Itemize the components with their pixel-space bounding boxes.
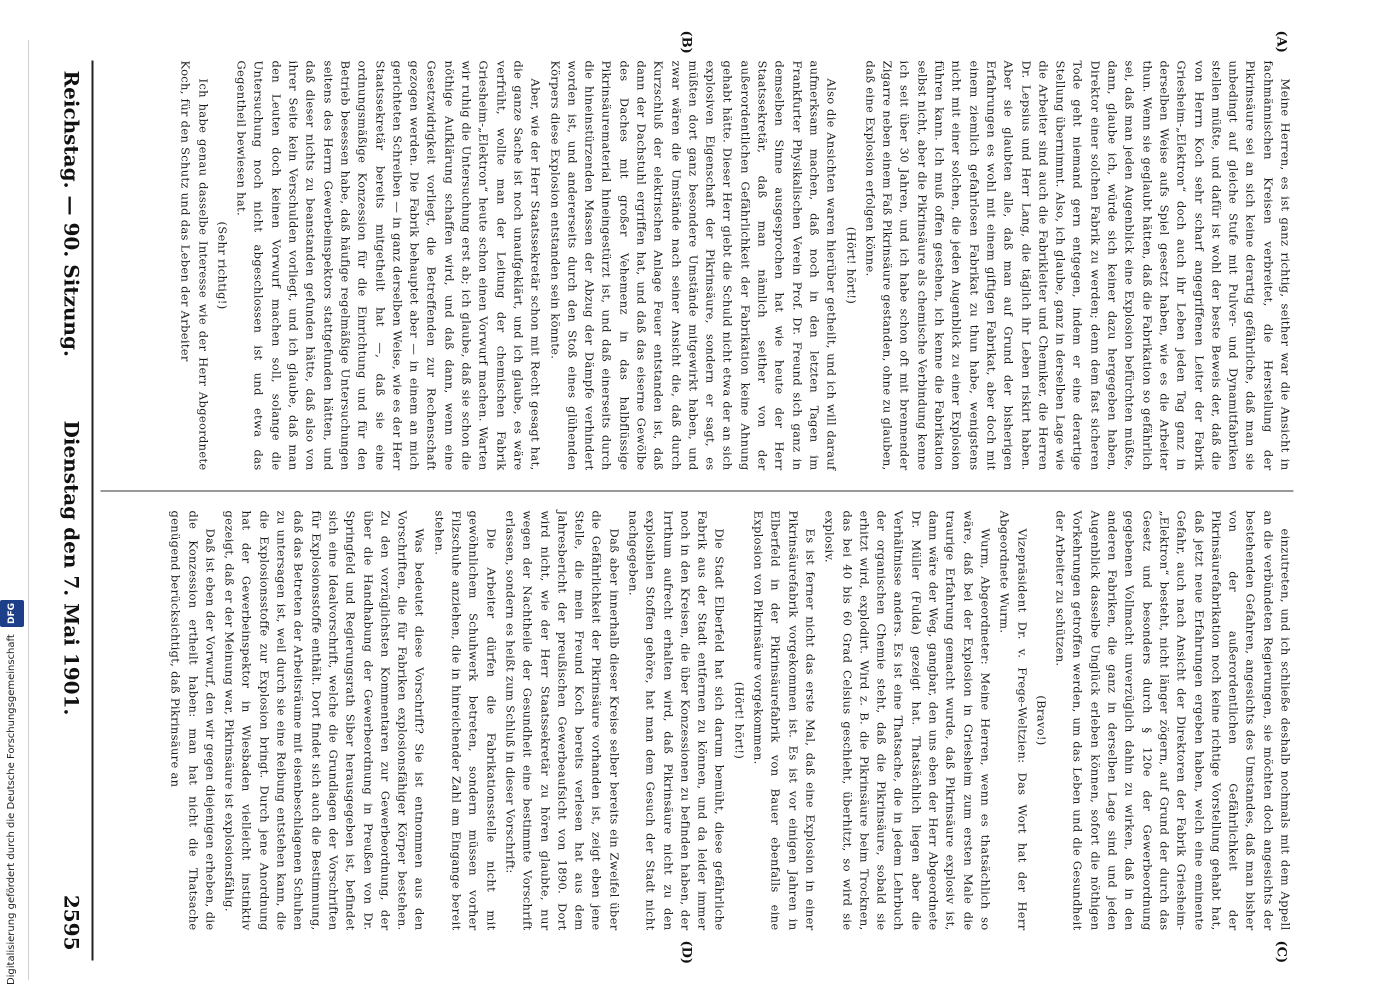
interjection: (Bravo!) [1033,694,1048,746]
paragraph: Was bedeutet diese Vorschrift? Sie ist entnommen aus den Vorschriften, die für Fabriken explosionsfähiger Körper bestehen. Zu den vorzüglichsten Kommentaren zur Gewerbeordnung, der über die Handhabung der Gewerbeordnung in Preußen von Dr. Springfeld und Regierungsrath Siber herausgegeben ist, befindet sich eine Idealvorschrift, welche die Grundlagen der Vorschriften für Explosionsstoffe enthält. Dort findet sich auch die Bestimmung, daß das Betreten der Arbeitsräume mit eisenbeschlagenen Schuhen zu untersagen ist, weil durch sie eine Reibung entstehen kann, die die Explosionsstoffe zur Explosion bringt. Durch jene Anordnung hat der Gewerbeinspektor in Wiesbaden vielleicht instinktiv gezeigt, daß er der Meinung war, Pikrinsäure ist explosionsfähig. [222,510,427,930]
paragraph: Also die Ansichten waren hierüber getheilt, und ich will darauf aufmerksam machen, daß noch in den letzten Tagen im Frankfurter Physikalischen Verein Prof. Dr. Freund sich ganz in demselben Sinne ausgesprochen hat wie heute der Herr Staatssekretär, daß man nämlich seither von der außerordentlichen Gefährlichkeit der Fabrikation keine Ahnung gehabt hätte. Dieser Herr giebt die Schuld nicht etwa der an sich explosiven Eigenschaft der Pikrinsäure, sondern er sagt, es müßten dort ganz besondere Umstände mitgewirkt haben, und zwar wären die Umstände nach seiner Ansicht die, daß durch Kurzschluß der elektrischen Anlage Feuer entstanden ist, daß dann der Dachstuhl ergriffen hat, und daß das eiserne Gewölbe des Daches mit großer Vehemenz in das halbflüssige Pikrinsäurematerial hineingestürzt ist, und daß einerseits durch die hineinstürzenden Massen der Abzug der Dämpfe verhindert worden ist, und andererseits durch den Stoß eines glühenden Körpers diese Explosion entstanden sein könnte. [547,60,839,470]
left-column [100,60,1293,470]
column-divider [100,490,1293,491]
header-session: Reichstag. — 90. Sitzung. [59,70,83,357]
paragraph: Die Stadt Elberfeld hat sich darum bemüht, diese gefährliche Fabrik aus der Stadt entfernen zu können, und da leider immer noch in den Kreisen, die über Konzessionen zu befinden haben, der Irrthum aufrecht erhalten wird, daß Pikrinsäure nicht zu den explosiblen Stoffen gehöre, hat man dem Gesuch der Stadt nicht nachgegeben. [626,510,727,930]
quotation: Die Arbeiter dürfen die Fabrikationsstelle nicht mit gewöhnlichem Schuhwerk betreten, sondern müssen vorher Filzschuhe anziehen, die in hinreichender Zahl am Eingange bereit stehen. [431,510,498,930]
interjection: (Hört! hört!) [731,681,746,759]
paragraph: Es ist ferner nicht das erste Mal, daß eine Explosion in einer Pikrinsäurefabrik vorgekommen ist. Es ist vor einigen Jahren in Elberfeld in der Pikrinsäurefabrik von Bauer ebenfalls eine Explosion von Pikrinsäure vorgekommen. [751,510,817,930]
page-header [53,40,83,960]
paragraph: Ich habe genau dasselbe Interesse wie der Herr Abgeordnete Koch, für den Schutz und das Leben der Arbeiter [178,60,210,470]
funding-text: Digitalisierung gefördert durch die Deutsche Forschungsgemeinschaft [6,634,17,986]
header-date: Dienstag den 7. Mai 1901. [59,420,83,715]
margin-mark-a: (A) [1273,30,1288,53]
margin-mark-b: (B) [678,30,693,54]
paragraph: Meine Herren, es ist ganz richtig, seither war die Ansicht in fachmännischen Kreisen verbreitet, die Herstellung der Pikrinsäure sei an sich keine derartig gefährliche, daß man sie unbedingt auf gleiche Stufe mit Pulver- und Dynamitfabriken stellen müßte, und dafür ist wohl der beste Beweis der, daß die von Herrn Koch sehr scharf angegriffenen Leiter der Fabrik Griesheim-„Elektron“ doch auch ihr Leben jeden Tag ganz in derselben Weise aufs Spiel gesetzt haben, wie es die Arbeiter thun. Wenn sie geglaubt hätten, daß die Fabrikation so gefährlich sei, daß man jeden Augenblick eine Explosion befürchten müßte, dann, glaube ich, würde sich keiner dazu hergegeben haben, Direktor einer solchen Fabrik zu werden; denn dem fast sicheren Tode geht niemand gern entgegen, indem er eine derartige Stellung übernimmt. Also, ich glaube, ganz in derselben Lage wie die Arbeiter sind auch die Fabrikleiter und Chemiker, die Herren Dr. Lepsius und Herr Lang, die täglich ihr Leben riskirt haben. Aber sie glaubten alle, daß man auf Grund der bisherigen Erfahrungen es wohl mit einem giftigen Fabrikat, aber doch mit einem ziemlich gefahrlosen Fabrikat zu thun habe, wenigstens nicht mit einer solchen, die jeden Augenblick zu einer Explosion führen kann. Ich muß offen gestehen, ich kenne die Fabrikation selbst nicht, aber die Pikrinsäure als chemische Verbindung kenne ich seit über 30 Jahren, und ich habe schon oft mit brennender Zigarre neben einem Faß Pikrinsäure gestanden, ohne zu glauben, daß eine Explosion erfolgen könne. [862,60,1292,470]
right-column [100,510,1293,930]
paragraph: Daß aber innerhalb dieser Kreise selber bereits ein Zweifel über die Gefährlichkeit der Pikrinsäure vorhanden ist, zeigt eben jene Stelle, die mein Freund Koch bereits verlesen hat aus dem Jahresbericht der preußischen Gewerbeaufsicht von 1890. Dort wird nicht, wie der Herr Staatssekretär zu hören glaubte, nur wegen der Nachtheile der Gesundheit eine bestimmte Vorschrift erlassen, sondern es heißt zum Schluß in dieser Vorschrift: [502,510,621,930]
dfg-logo: DFG [0,600,24,627]
paragraph: Wurm, Abgeordneter: Meine Herren, wenn es thatsächlich so wäre, daß bei der Explosion in Griesheim zum ersten Male die traurige Erfahrung gemacht wurde, daß Pikrinsäure explosiv ist, dann wäre der Weg, gangbar, den uns eben der Herr Abgeordnete Dr. Müller (Fulda) gezeigt hat. Thatsächlich liegen aber die Verhältnisse anders. Es ist eine Thatsache, die in jedem Lehrbuch der organischen Chemie steht, daß die Pikrinsäure, sobald sie erhitzt wird, explodirt. Wird z. B. die Pikrinsäure beim Trocknen, das bei 40 bis 60 Grad Celsius geschieht, überhitzt, so wird sie explosiv. [822,510,992,930]
header-rule [91,60,93,960]
interjection: (Sehr richtig!) [214,220,229,310]
paragraph: Aber, wie der Herr Staatssekretär schon mit Recht gesagt hat, die ganze Sache ist noch unaufgeklärt, und ich glaube, es wäre verfrüht, wollte man der Leitung der chemischen Fabrik Griesheim-„Elektron“ heute schon einen Vorwurf machen. Warten wir ruhig die Untersuchung erst ab; ich glaube, daß sie schon die nöthige Aufklärung schaffen wird, und daß dann, wenn eine Gesetzwidrigkeit vorliegt, die Betreffenden zur Rechenschaft gezogen werden. Die Fabrik behauptet aber — in einem an mich gerichteten Schreiben — in ganz derselben Weise, wie es der Herr Staatssekretär bereits mitgetheilt hat —, daß sie eine ordnungsmäßige Konzession für die Einrichtung und für den Betrieb besessen habe, daß häufige regelmäßige Untersuchungen seitens des Herrn Gewerbeinspektors stattgefunden hätten, und daß dieser nichts zu beanstanden gefunden hätte, daß also von ihrer Seite kein Verschulden vorliegt, und ich glaube, daß man den Leuten doch keinen Vorwurf machen soll, solange die Untersuchung noch nicht abgeschlossen ist und etwa das Gegentheil bewiesen hat. [234,60,543,470]
paragraph: einzutreten, und ich schließe deshalb nochmals mit dem Appell an die verbündeten Regierungen, sie möchten doch angesichts der bestehenden Gefahren, angesichts des Umstandes, daß man bisher von der außerordentlichen Gefährlichkeit der Pikrinsäurefabrikation noch keine richtige Vorstellung gehabt hat, daß jetzt neue Erfahrungen ergeben haben, welch eine eminente Gefahr, auch nach Ansicht der Direktoren der Fabrik Griesheim-„Elektron“ besteht, nicht länger zögern, auf Grund der durch das Gesetz und besonders durch § 120e der Gewerbeordnung gegebenen Vollmacht unverzüglich dahin zu wirken, daß in den anderen Fabriken, die ganz in derselben Lage sind und jeden Augenblick dasselbe Unglück erleben können, sofort die nöthigen Vorkehrungen getroffen werden, um das Leben und die Gesundheit der Arbeiter zu schützen. [1053,510,1292,930]
interjection: (Hört! hört!) [843,226,858,304]
header-page-number: 2595 [59,894,83,950]
margin-mark-d: (D) [678,940,693,964]
paragraph: Vizepräsident Dr. v. Frege-Weltzien: Das Wort hat der Herr Abgeordnete Wurm. [997,510,1029,930]
margin-mark-c: (C) [1273,940,1288,963]
paragraph: Daß ist eben der Vorwurf, den wir gegen diejenigen erheben, die die Konzession ertheilt haben: man hat nicht die Thatsache genügend berücksichtigt, daß Pikrinsäure an [168,510,217,930]
